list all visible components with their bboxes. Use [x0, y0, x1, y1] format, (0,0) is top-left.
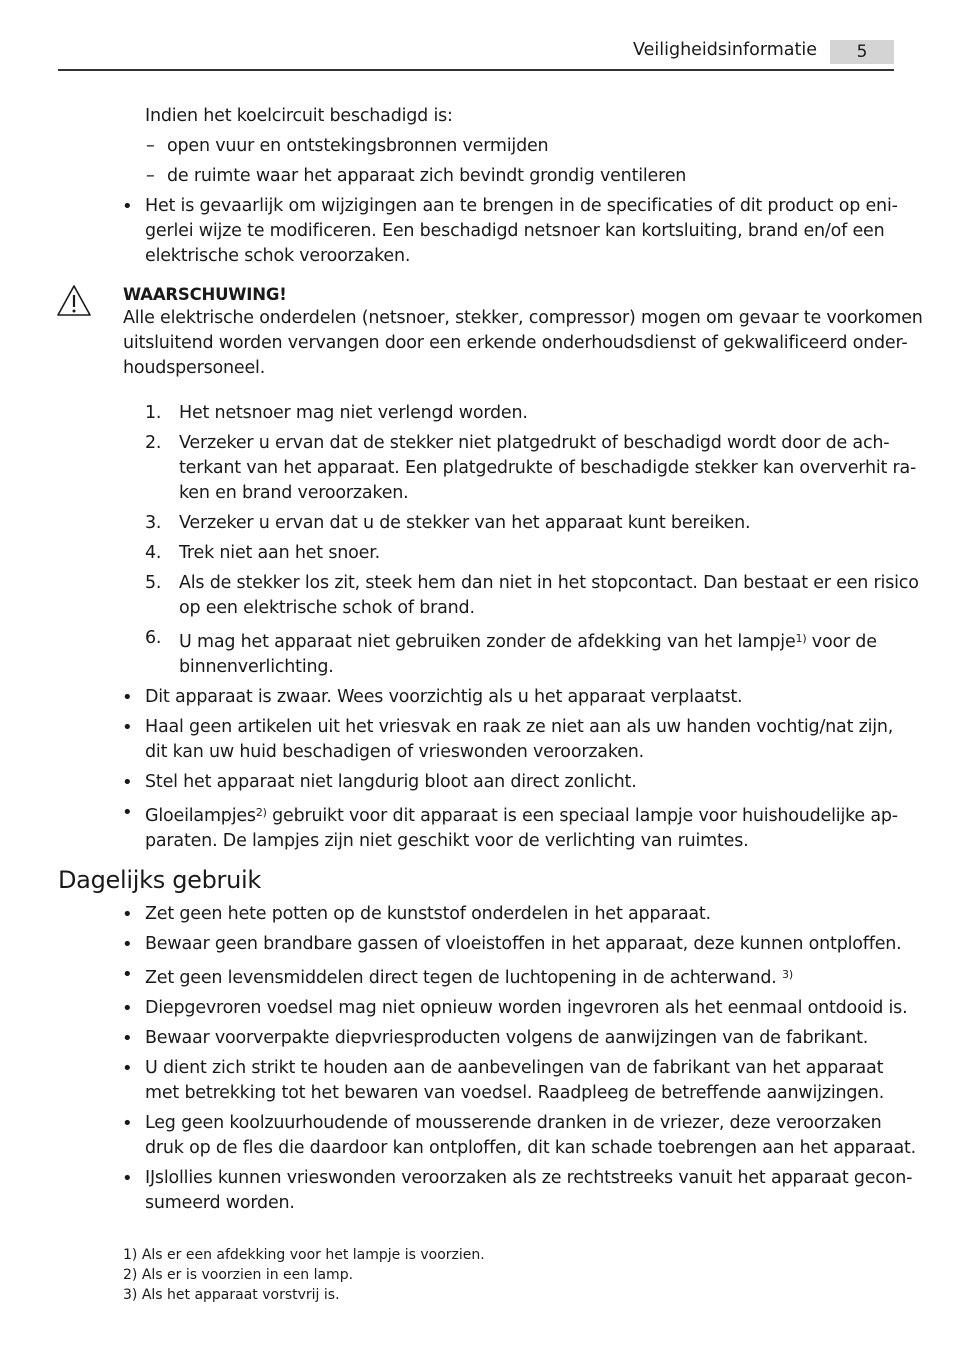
- footnote: 1) Als er een afdekking voor het lampje is voorzien.: [123, 1247, 485, 1263]
- bullet-item-line: paraten. De lampjes zijn niet geschikt voor de verlichting van ruimtes.: [145, 831, 749, 851]
- numbered-item-line: Verzeker u ervan dat de stekker niet platgedrukt of beschadigd wordt door de ach-: [179, 433, 890, 453]
- warning-title: WAARSCHUWING!: [123, 285, 287, 304]
- list-number: 3.: [145, 513, 162, 533]
- bullet-item-line: Bewaar geen brandbare gassen of vloeistoffen in het apparaat, deze kunnen ontploffen.: [145, 934, 902, 954]
- bullet-item-line: Het is gevaarlijk om wijzigingen aan te brengen in de specificaties of dit product op eni-: [145, 196, 898, 216]
- list-number: 6.: [145, 628, 162, 648]
- footnote: 3) Als het apparaat vorstvrij is.: [123, 1287, 340, 1303]
- bullet-item-text: Gloeilampjes: [145, 806, 256, 826]
- bullet-item-line: sumeerd worden.: [145, 1193, 295, 1213]
- bullet-item-line: Dit apparaat is zwaar. Wees voorzichtig als u het apparaat verplaatst.: [145, 687, 743, 707]
- numbered-item-line: [179, 630, 877, 655]
- footnote-ref: 3): [782, 968, 793, 981]
- numbered-item-text: voor de: [806, 632, 877, 652]
- dash-item: open vuur en ontstekingsbronnen vermijden: [167, 136, 549, 156]
- dash-item: de ruimte waar het apparaat zich bevindt grondig ventileren: [167, 166, 687, 186]
- bullet-mark: •: [122, 196, 133, 217]
- bullet-mark: •: [122, 934, 133, 955]
- bullet-mark: •: [122, 964, 133, 985]
- bullet-item-line: gerlei wijze te modificeren. Een beschadigd netsnoer kan kortsluiting, brand en/of een: [145, 221, 885, 241]
- intro-lead: Indien het koelcircuit beschadigd is:: [145, 106, 453, 126]
- numbered-item-line: terkant van het apparaat. Een platgedrukte of beschadigde stekker kan oververhit ra-: [179, 458, 917, 478]
- numbered-item-line: Het netsnoer mag niet verlengd worden.: [179, 403, 528, 423]
- bullet-mark: •: [122, 717, 133, 738]
- bullet-mark: •: [122, 802, 133, 823]
- bullet-item-line: elektrische schok veroorzaken.: [145, 246, 411, 266]
- bullet-item-text: Zet geen levensmiddelen direct tegen de luchtopening in de achterwand.: [145, 968, 783, 988]
- bullet-mark: •: [122, 687, 133, 708]
- list-number: 4.: [145, 543, 162, 563]
- warning-text-line: uitsluitend worden vervangen door een erkende onderhoudsdienst of gekwalificeerd onder-: [123, 333, 908, 353]
- numbered-item-line: Als de stekker los zit, steek hem dan niet in het stopcontact. Dan bestaat er een risico: [179, 573, 919, 593]
- bullet-item-line: Diepgevroren voedsel mag niet opnieuw worden ingevroren als het eenmaal ontdooid is.: [145, 998, 908, 1018]
- numbered-item-line: Trek niet aan het snoer.: [179, 543, 380, 563]
- bullet-mark: •: [122, 1113, 133, 1134]
- page-number: 5: [830, 40, 894, 64]
- bullet-mark: •: [122, 1028, 133, 1049]
- bullet-item-line: Zet geen hete potten op de kunststof onderdelen in het apparaat.: [145, 904, 711, 924]
- bullet-item-line: Haal geen artikelen uit het vriesvak en raak ze niet aan als uw handen vochtig/nat zijn,: [145, 717, 894, 737]
- warning-text-line: houdspersoneel.: [123, 358, 266, 378]
- numbered-item-text: U mag het apparaat niet gebruiken zonder de afdekking van het lampje: [179, 632, 796, 652]
- dash-mark: –: [146, 136, 155, 156]
- bullet-mark: •: [122, 998, 133, 1019]
- bullet-item-line: Bewaar voorverpakte diepvriesproducten volgens de aanwijzingen van de fabrikant.: [145, 1028, 869, 1048]
- bullet-item-line: dit kan uw huid beschadigen of vrieswonden veroorzaken.: [145, 742, 644, 762]
- list-number: 1.: [145, 403, 162, 423]
- list-number: 2.: [145, 433, 162, 453]
- bullet-mark: •: [122, 1168, 133, 1189]
- bullet-item-line: druk op de fles die daardoor kan ontploffen, dit kan schade toebrengen aan het apparaat.: [145, 1138, 916, 1158]
- dash-mark: –: [146, 166, 155, 186]
- warning-triangle-icon: [56, 284, 92, 318]
- bullet-item-line: Leg geen koolzuurhoudende of mousserende dranken in de vriezer, deze veroorzaken: [145, 1113, 882, 1133]
- bullet-mark: •: [122, 904, 133, 925]
- bullet-item-line: met betrekking tot het bewaren van voedsel. Raadpleeg de betreffende aanwijzingen.: [145, 1083, 885, 1103]
- bullet-item-line: [145, 804, 898, 829]
- bullet-mark: •: [122, 772, 133, 793]
- bullet-item-line: Stel het apparaat niet langdurig bloot aan direct zonlicht.: [145, 772, 637, 792]
- section-heading: Dagelijks gebruik: [58, 866, 262, 894]
- numbered-item-line: binnenverlichting.: [179, 657, 334, 677]
- list-number: 5.: [145, 573, 162, 593]
- bullet-item-text: gebruikt voor dit apparaat is een speciaal lampje voor huishoudelijke ap-: [266, 806, 898, 826]
- footnote-ref: 2): [255, 806, 267, 819]
- running-header-title: Veiligheidsinformatie: [633, 40, 817, 60]
- header-divider: [58, 69, 894, 71]
- warning-text-line: Alle elektrische onderdelen (netsnoer, stekker, compressor) mogen om gevaar te voorkomen: [123, 308, 923, 328]
- bullet-mark: •: [122, 1058, 133, 1079]
- bullet-item-line: U dient zich strikt te houden aan de aanbevelingen van de fabrikant van het apparaat: [145, 1058, 884, 1078]
- numbered-item-line: ken en brand veroorzaken.: [179, 483, 409, 503]
- bullet-item-line: [145, 966, 793, 991]
- footnote-ref: 1): [795, 632, 807, 645]
- bullet-item-line: IJslollies kunnen vrieswonden veroorzaken als ze rechtstreeks vanuit het apparaat gecon-: [145, 1168, 913, 1188]
- numbered-item-line: Verzeker u ervan dat u de stekker van het apparaat kunt bereiken.: [179, 513, 751, 533]
- numbered-item-line: op een elektrische schok of brand.: [179, 598, 475, 618]
- footnote: 2) Als er is voorzien in een lamp.: [123, 1267, 354, 1283]
